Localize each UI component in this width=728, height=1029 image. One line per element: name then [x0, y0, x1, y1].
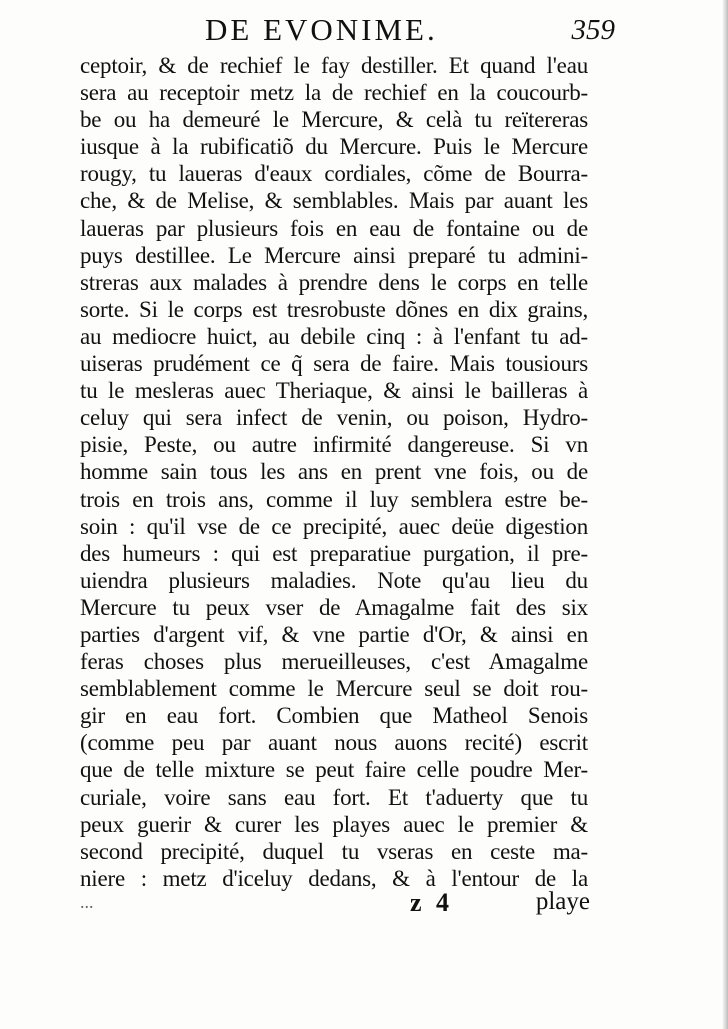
- footer-left-mark: ...: [80, 892, 94, 912]
- page-header: [205, 12, 615, 52]
- text-line: second precipité, duquel tu vseras en ceste ma-: [80, 838, 588, 864]
- text-line: Mercure tu peux vser de Amagalme fait des six: [80, 594, 588, 620]
- text-line: sera au receptoir metz la de rechief en la coucourb-: [80, 80, 588, 106]
- text-line: que de telle mixture se peut faire celle poudre Mer-: [80, 757, 588, 783]
- text-line: au mediocre huict, au debile cinq : à l'enfant tu ad-: [80, 323, 588, 349]
- page-edge-shadow: [722, 0, 728, 1029]
- page-footer: [80, 888, 590, 918]
- text-line: streras aux malades à prendre dens le corps en telle: [80, 269, 588, 295]
- text-line: sorte. Si le corps est tresrobuste dõnes en dix grains,: [80, 296, 588, 322]
- text-line: niere : metz d'iceluy dedans, & à l'entour de la: [80, 865, 588, 891]
- text-line: laueras par plusieurs fois en eau de fontaine ou de: [80, 215, 588, 241]
- text-line: trois en trois ans, comme il luy semblera estre be-: [80, 486, 588, 512]
- text-line: feras choses plus merueilleuses, c'est Amagalme: [80, 649, 588, 675]
- text-line: ceptoir, & de rechief le fay destiller. Et quand l'eau: [80, 53, 588, 78]
- page-number: 359: [571, 14, 615, 46]
- text-line: parties d'argent vif, & vne partie d'Or, & ainsi en: [80, 621, 588, 647]
- text-line: pisie, Peste, ou autre infirmité dangereuse. Si vn: [80, 432, 588, 458]
- text-line: (comme peu par auant nous auons recité) escrit: [80, 730, 588, 756]
- text-line: soin : qu'il vse de ce precipité, auec deüe digestion: [80, 513, 588, 539]
- text-line: homme sain tous les ans en prent vne fois, ou de: [80, 459, 588, 485]
- text-line: peux guerir & curer les playes auec le premier &: [80, 811, 588, 837]
- text-line: uiseras prudément ce q̃ sera de faire. Mais tousiours: [80, 351, 588, 377]
- text-line: curiale, voire sans eau fort. Et t'aduerty que tu: [80, 784, 588, 810]
- text-line: celuy qui sera infect de venin, ou poison, Hydro-: [80, 405, 588, 431]
- text-line: puys destillee. Le Mercure ainsi preparé tu admini-: [80, 242, 588, 268]
- text-line: uiendra plusieurs maladies. Note qu'au lieu du: [80, 567, 588, 593]
- text-line: iusque à la rubificatiõ du Mercure. Puis le Mercure: [80, 134, 588, 160]
- text-line: des humeurs : qui est preparatiue purgation, il pre-: [80, 540, 588, 566]
- body-text: [80, 52, 588, 892]
- text-line: gir en eau fort. Combien que Matheol Senois: [80, 703, 588, 729]
- text-line: che, & de Melise, & semblables. Mais par auant les: [80, 188, 588, 214]
- text-line: tu le mesleras auec Theriaque, & ainsi le bailleras à: [80, 378, 588, 404]
- text-line: be ou ha demeuré le Mercure, & celà tu reïtereras: [80, 107, 588, 133]
- signature-mark: z 4: [410, 888, 454, 917]
- text-line: semblablement comme le Mercure seul se doit rou-: [80, 676, 588, 702]
- catchword: playe: [535, 888, 590, 915]
- running-title: DE EVONIME.: [205, 12, 438, 47]
- text-line: rougy, tu laueras d'eaux cordiales, cõme de Bourra-: [80, 161, 588, 187]
